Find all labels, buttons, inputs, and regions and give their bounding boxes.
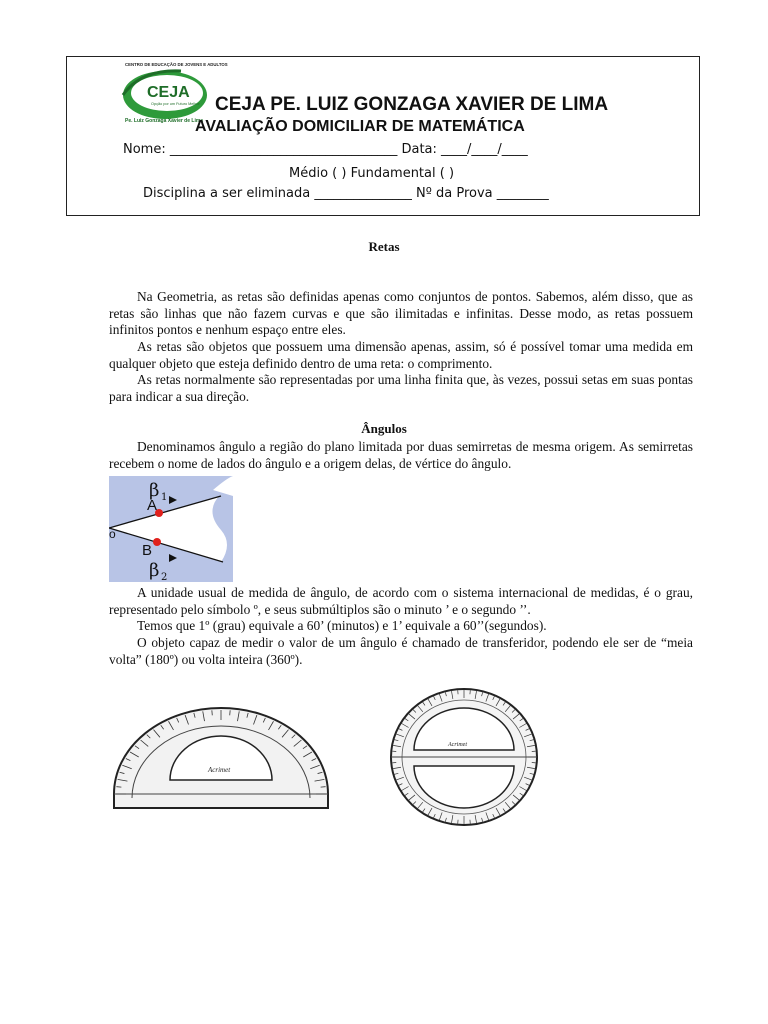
logo-slogan: Opção por um Futuro Melhor	[151, 102, 200, 106]
paragraph-unidade-3	[109, 635, 693, 668]
logo-top-text: CENTRO DE EDUCAÇÃO DE JOVENS E ADULTOS	[125, 62, 228, 67]
paragraph-unidade-3-text: O objeto capaz de medir o valor de um ângulo é chamado de transferidor, podendo ele ser de “meia volta” (180º) ou volta inteira (360º).	[109, 635, 693, 667]
document-title: Retas	[368, 239, 400, 254]
paragraph-angulos-1	[109, 439, 693, 472]
protractor-360-image	[388, 686, 540, 828]
paragraph-retas-1	[109, 289, 693, 339]
paragraph-retas-2-text: As retas são objetos que possuem uma dimensão apenas, assim, só é possível tomar uma medida em qualquer objeto que esteja definido dentro de uma reta: o comprimento.	[109, 339, 693, 371]
protractor-180-image	[110, 702, 332, 816]
section-title-angulos: Ângulos	[361, 421, 407, 436]
school-name: CEJA PE. LUIZ GONZAGA XAVIER DE LIMA	[215, 94, 609, 115]
label-beta2-sub: 2	[161, 572, 168, 582]
paragraph-unidade-1-text: A unidade usual de medida de ângulo, de acordo com o sistema internacional de medidas, é o grau, representado pelo símbolo º, e seus submúltiplos são o minuto ’ e o segundo ’’.	[109, 585, 693, 617]
point-b	[153, 538, 161, 546]
label-beta2: β	[149, 560, 160, 581]
paragraph-unidade-2-text: Temos que 1º (grau) equivale a 60’ (minutos) e 1’ equivale a 60’’(segundos).	[137, 618, 547, 633]
discipline-line: Disciplina a ser eliminada _______________ Nº da Prova ________	[143, 186, 549, 201]
label-beta1-sub: 1	[161, 492, 168, 503]
paragraph-retas-3	[109, 372, 693, 405]
paragraph-angulos-1-text: Denominamos ângulo a região do plano limitada por duas semirretas de mesma origem. As semirretas recebem o nome de lados do ângulo e a origem delas, de vértice do ângulo.	[109, 439, 693, 471]
logo-name: CEJA	[147, 84, 190, 101]
label-point-b: B	[142, 542, 153, 559]
header-box	[66, 56, 700, 216]
level-line: Médio ( ) Fundamental ( )	[289, 166, 455, 181]
paragraph-retas-3-text: As retas normalmente são representadas por uma linha finita que, às vezes, possui setas em suas pontas para indicar a sua direção.	[109, 372, 693, 404]
label-beta1: β	[149, 480, 160, 501]
angle-figure	[109, 476, 233, 582]
protractor-180-brand: Acrimet	[208, 766, 231, 774]
label-point-a: A	[147, 497, 158, 514]
paragraph-retas-2	[109, 339, 693, 372]
name-date-line: Nome: ___________________________________ Data: ____/____/____	[123, 142, 528, 157]
paragraph-retas-1-text: Na Geometria, as retas são definidas apenas como conjuntos de pontos. Sabemos, além disso, que as retas são linhas que não fazem curvas e que são ilimitadas e infinitas. Desse modo, as retas possuem infinitos pontos e nenhum espaço entre eles.	[109, 289, 693, 338]
evaluation-title: AVALIAÇÃO DOMICILIAR DE MATEMÁTICA	[195, 118, 525, 135]
logo-bottom-text: Pe. Luiz Gonzaga Xavier de Lima	[125, 118, 204, 124]
paragraph-unidade-2	[109, 618, 693, 635]
protractor-360-brand: Acrimet	[448, 742, 467, 748]
paragraph-unidade-1	[109, 585, 693, 618]
label-vertex: o	[109, 527, 116, 541]
